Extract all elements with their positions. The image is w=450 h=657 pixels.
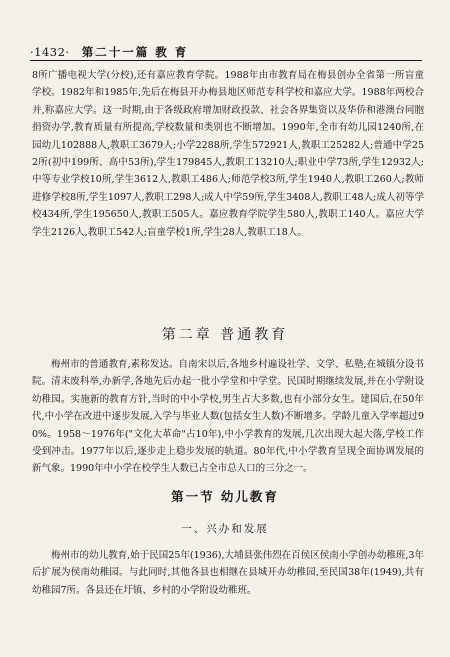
page-header <box>30 44 188 60</box>
header-title: 第二十一篇 教 育 <box>81 45 189 59</box>
paragraph-preschool: 梅州市的幼儿教育,始于民国25年(1936),大埔县张伟烈在百侯区侯南小学创办幼稚班,3年后扩展为侯南幼稚园。与此同时,其他各县也相继在县城开办幼稚园,至民国38年(1949),共有幼稚园7所。各县还在圩镇、乡村的小学附设幼稚班。 <box>32 550 424 596</box>
header-rule <box>30 60 422 61</box>
chapter-heading: 第二章 普通教育 <box>161 327 289 343</box>
subsection-heading: 一、兴办和发展 <box>181 523 269 535</box>
page-number: ·1432· <box>30 45 70 59</box>
paragraph-general-education: 梅州市的普通教育,素称发达。自南宋以后,各地乡村遍设社学、文学、私塾,在城镇分设书院。清末废科举,办新学,各地先后办起一批小学堂和中学堂。民国时期继续发展,并在小学附设幼稚园。实施新的教育方针,当时的中小学校,男生占大多数,也有小部分女生。建国后,在50年代,中小学在改进中逐步发展,入学与毕业人数(包括女生人数)不断增多。学龄儿童入学率超过90%。1958～1976年("文化大革命"占10年),中小学教育的发展,几次出现大起大落,学校工作受到冲击。1977年以后,逐步走上稳步发展的轨道。80年代,中小学教育呈现全面协调发展的新气象。1990年中小学在校学生人数已占全市总人口的三分之一。 <box>32 359 424 475</box>
section-heading: 第一节 幼儿教育 <box>171 489 279 504</box>
paragraph-intro: 8所广播电视大学(分校),还有嘉应教育学院。1988年由市教育局在梅县创办全省第一所盲童学校。1982年和1985年,先后在梅县开办梅县地区师范专科学校和嘉应大学。1988年两校合并,称嘉应大学。这一时期,由于各级政府增加财政投款、社会各界集资以及华侨和港澳台同胞捐资办学,教育质量有所提高,学校数量和类别也不断增加。1990年,全市有幼儿园1240所,在园幼儿102888人,教职工3679人;小学2288所,学生572921人,教职工25282人;普通中学252所(初中199所、高中53所),学生179845人,教职工13210人;职业中学73所,学生12932人;中等专业学校10所,学生3612人,教职工486人;师范学校3所,学生1940人,教职工260人;教师进修学校8所,学生1097人,教职工298人;成人中学59所,学生3408人,教职工48人;成人初等学校434所,学生195650人,教职工505人。嘉应教育学院学生580人,教职工140人。嘉应大学学生2126人,教职工542人;盲童学校1所,学生28人,教职工18人。 <box>32 70 424 238</box>
